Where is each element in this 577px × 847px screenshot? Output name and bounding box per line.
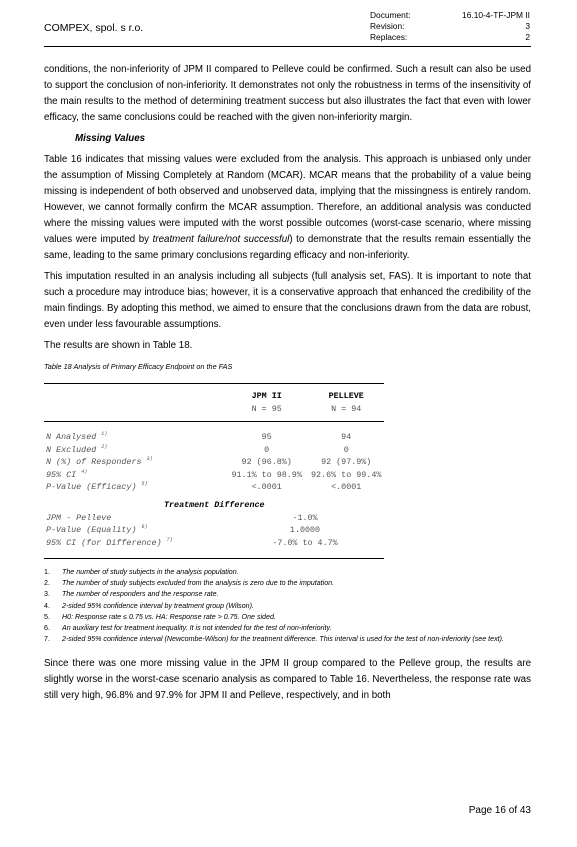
section-subheading: Missing Values	[75, 133, 146, 144]
cell: 0	[343, 444, 349, 455]
table-row	[44, 456, 384, 469]
table-row	[44, 524, 384, 537]
cell: <.0001	[331, 482, 362, 492]
cell: 92.6% to 99.4%	[311, 469, 382, 480]
table-n-row	[44, 403, 384, 416]
meta-value: 3	[525, 21, 530, 32]
paragraph-text: Table 16 indicates that missing values were excluded from the analysis. This approach is unbiased only under the assumption of Missing Completely at Random (MCAR). MCAR means that the probability of a value being missing is independent of both observed and unobserved data, implying that the missingness is entirely random. However, we cannot formally confirm the MCAR assumption. Therefore, an additional analysis was conducted where the missing values were imputed with the worst possible outcomes (worst-case scenario, where missing values were imputed by	[44, 154, 531, 245]
row-label: N Analysed $^{1)}$	[46, 431, 108, 442]
footnote: 6. An auxiliary test for treatment inequality. It is not intended for the test of non-inferiority.	[44, 624, 332, 633]
document-body	[44, 62, 531, 709]
cell: 92 (96.8%)	[241, 457, 292, 467]
footnote: 1. The number of study subjects in the analysis population.	[44, 568, 239, 576]
row-label: P-Value (Efficacy) $^{5)}$	[46, 481, 148, 492]
column-header: PELLEVE	[328, 391, 364, 401]
table-rule	[44, 421, 384, 422]
cell: <.0001	[251, 482, 282, 492]
table-rule	[44, 383, 384, 384]
row-label: N (%) of Responders $^{3)}$	[46, 456, 153, 467]
row-label: P-Value (Equality) $^{6)}$	[46, 524, 148, 535]
row-label: 95% CI $^{4)}$	[46, 468, 88, 480]
table-row	[44, 469, 384, 482]
meta-label: Replaces:	[370, 32, 408, 43]
paragraph: Since there was one more missing value in the JPM II group compared to the Pelleve group, the results are slightly worse in the worst-case scenario analysis as compared to Table 16. Nevertheless, the response rate was still very high, 96.8% and 97.9% for JPM II and Pelleve, respectively, and in both	[44, 658, 531, 702]
table-row	[44, 481, 384, 494]
footnote: 4. 2-sided 95% confidence interval by treatment group (Wilson).	[44, 601, 254, 610]
cell: 0	[264, 444, 270, 455]
footnote: 3. The number of responders and the response rate.	[44, 590, 219, 599]
meta-label: Revision:	[370, 21, 405, 32]
table-row	[44, 537, 384, 550]
row-label: 95% CI (for Difference) $^{7)}$	[46, 536, 173, 548]
cell: 95	[261, 432, 272, 442]
efficacy-table	[44, 383, 384, 559]
paragraph	[44, 152, 531, 264]
meta-value: 16.10-4-TF-JPM II	[462, 10, 530, 20]
paragraph: The results are shown in Table 18.	[44, 340, 193, 351]
header-divider	[44, 46, 531, 47]
table-footnotes	[44, 567, 531, 645]
table-rule	[44, 558, 384, 559]
document-meta	[370, 10, 530, 44]
cell: 91.1% to 98.9%	[231, 469, 302, 480]
cell: 1.0000	[289, 525, 321, 535]
meta-replaces-row	[370, 32, 530, 43]
footnote: 2. The number of study subjects excluded from the analysis is zero due to the imputation.	[44, 579, 335, 588]
cell: -7.0% to 4.7%	[272, 537, 338, 548]
footnote: 7. 2-sided 95% confidence interval (Newcombe-Wilson) for the treatment difference. This interval is used for the test of non-inferiority (see text).	[44, 635, 504, 644]
meta-value: 2	[525, 32, 530, 43]
paragraph-text: ) to demonstrate that the results remain essentially the same, leading to the same primary conclusions regarding efficacy and non-inferiority.	[44, 234, 531, 261]
table-header-row	[44, 390, 384, 403]
table-caption: Table 18 Analysis of Primary Efficacy Endpoint on the FAS	[44, 362, 233, 371]
table-row	[44, 444, 384, 457]
column-header: JPM II	[251, 391, 282, 401]
meta-document-row	[370, 10, 530, 21]
table-row	[44, 431, 384, 444]
row-label: JPM - Pelleve	[46, 512, 112, 523]
cell: 92 (97.9%)	[321, 457, 372, 467]
table-row	[44, 512, 384, 525]
footnote: 5. H0: Response rate ≤ 0.75 vs. HA: Response rate > 0.75. One sided.	[44, 612, 276, 621]
paragraph-italic-text: treatment failure/not successful	[152, 234, 290, 245]
paragraph: conditions, the non-inferiority of JPM II compared to Pelleve could be confirmed. Such a result can also be used to support the conclusion of non-inferiority. It demonstrates not only the robustness in terms of the insensitivity of the main results to the method of determining treatment success but also illustrates the fact that even with lower efficacy, the same conclusions could be reached with the given non-inferiority margin.	[44, 64, 531, 123]
meta-label: Document:	[370, 10, 411, 20]
column-n: N = 94	[331, 403, 362, 414]
meta-revision-row	[370, 21, 530, 32]
paragraph: This imputation resulted in an analysis including all subjects (full analysis set, FAS). It is important to note that such a procedure may introduce bias; however, it is a conservative approach that enhanced the credibility of the main findings. By adopting this method, we aimed to ensure that the conclusions drawn from the data are robust, even under less favourable assumptions.	[44, 271, 531, 330]
treatment-difference-heading: Treatment Difference	[164, 499, 265, 510]
page-number: Page 16 of 43	[468, 805, 531, 816]
row-label: N Excluded $^{2)}$	[46, 443, 108, 455]
cell: 94	[341, 432, 352, 442]
column-n: N = 95	[251, 403, 282, 414]
cell: -1.0%	[292, 512, 318, 523]
company-name: COMPEX, spol. s r.o.	[44, 22, 144, 34]
